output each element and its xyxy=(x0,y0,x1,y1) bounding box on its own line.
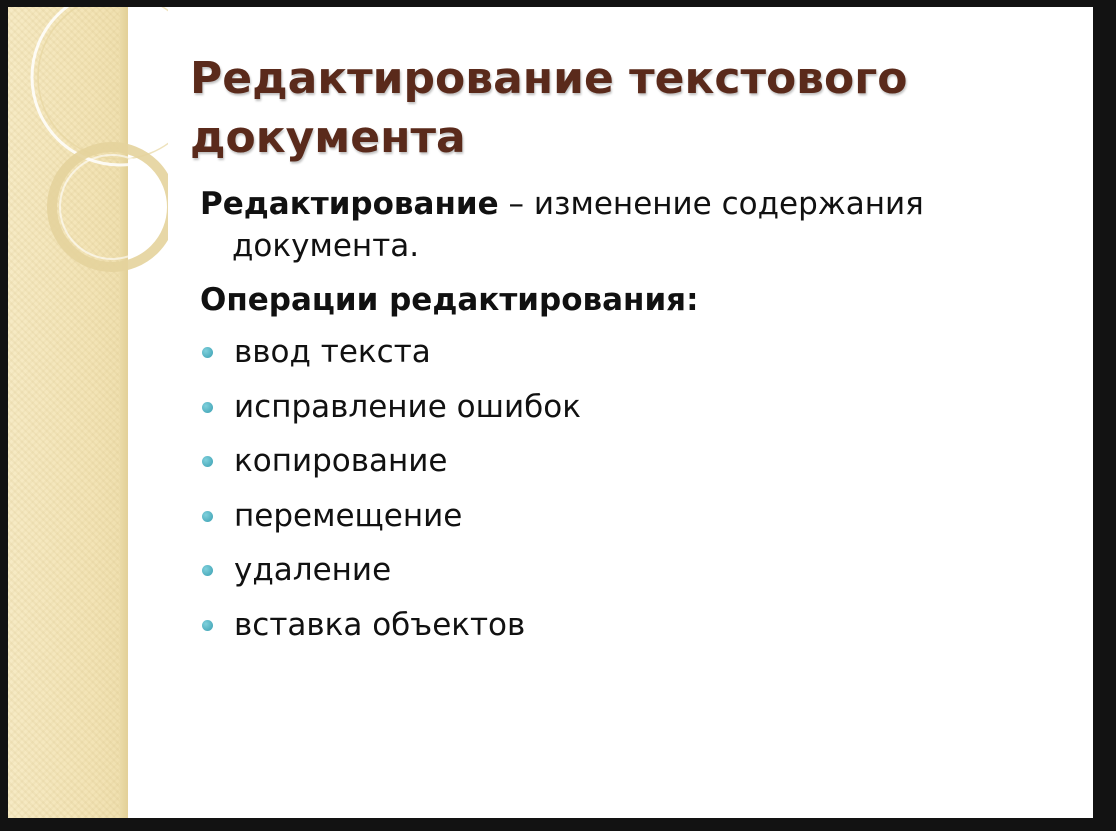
bullet-icon xyxy=(202,620,213,631)
bullet-icon xyxy=(202,456,213,467)
slide-body xyxy=(200,183,1060,652)
list-item-text: ввод текста xyxy=(234,334,431,370)
bullet-icon xyxy=(202,347,213,358)
list-item xyxy=(200,380,1060,435)
slide xyxy=(8,7,1093,818)
list-item-text: вставка объектов xyxy=(234,606,526,643)
list-item-text: копирование xyxy=(234,443,448,479)
bullet-icon xyxy=(202,511,213,522)
slide-title: Редактирование текстового документа xyxy=(190,53,908,163)
list-item xyxy=(200,325,1060,380)
list-item-text: удаление xyxy=(234,552,392,588)
definition-paragraph xyxy=(200,183,1060,267)
list-item xyxy=(200,434,1060,489)
list-item xyxy=(200,543,1060,598)
list-item-text: перемещение xyxy=(234,497,463,534)
bullet-icon xyxy=(202,565,213,576)
list-item-text: исправление ошибок xyxy=(234,388,581,425)
bullet-icon xyxy=(202,402,213,413)
list-item xyxy=(200,598,1060,653)
list-item xyxy=(200,489,1060,544)
definition-text: – изменение содержания xyxy=(498,186,924,222)
operations-heading: Операции редактирования: xyxy=(200,282,699,318)
operations-list xyxy=(200,325,1060,652)
definition-continuation: документа. xyxy=(232,228,420,264)
definition-term: Редактирование xyxy=(200,186,499,222)
decorative-rings xyxy=(8,7,168,307)
